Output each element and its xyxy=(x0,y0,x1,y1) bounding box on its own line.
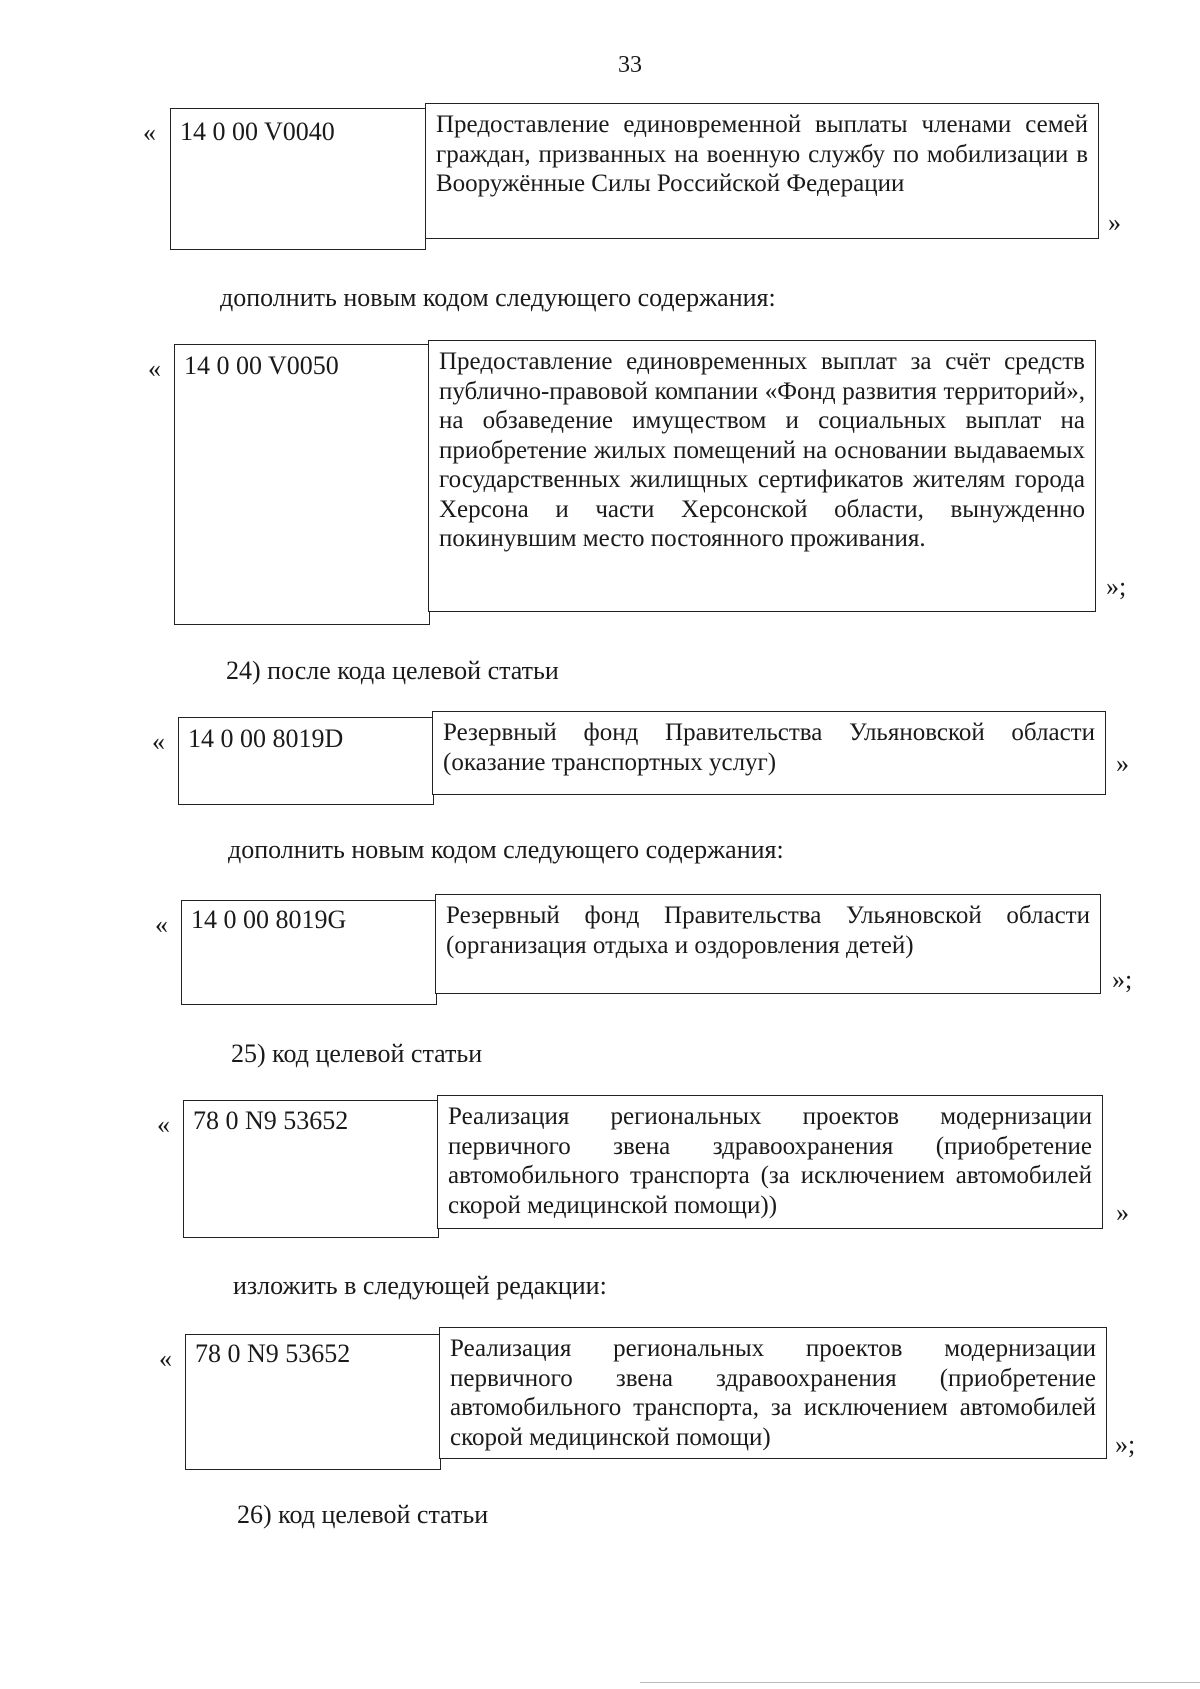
paragraph: дополнить новым кодом следующего содержания: xyxy=(228,835,784,864)
target-description: Резервный фонд Правительства Ульяновской области (организация отдыха и оздоровления детей) xyxy=(446,902,1090,959)
target-description: Реализация региональных проектов модернизации первичного звена здравоохранения (приобретение автомобильного транспорта (за исключением автомобилей скорой медицинской помощи)) xyxy=(448,1103,1092,1219)
open-quote: « xyxy=(159,1344,172,1373)
open-quote: « xyxy=(155,910,168,939)
target-description: Резервный фонд Правительства Ульяновской области (оказание транспортных услуг) xyxy=(443,719,1095,776)
close-quote: »; xyxy=(1106,572,1127,601)
paragraph: 25) код целевой статьи xyxy=(231,1039,483,1068)
target-code: 14 0 00 8019D xyxy=(188,724,344,753)
paragraph: 24) после кода целевой статьи xyxy=(226,656,559,685)
description-cell xyxy=(428,340,1096,612)
close-quote: »; xyxy=(1115,1430,1136,1459)
target-code: 14 0 00 8019G xyxy=(191,905,347,934)
description-cell xyxy=(425,103,1099,239)
target-code: 14 0 00 V0050 xyxy=(184,351,339,380)
target-description: Предоставление единовременных выплат за счёт средств публично-правовой компании «Фонд развития территорий», на обзаведение имуществом и социальных выплат на приобретение жилых помещений на основании выдаваемых государственных жилищных сертификатов жителям города Херсона и части Херсонской области, вынужденно покинувшим место постоянного проживания. xyxy=(439,348,1085,552)
target-description: Реализация региональных проектов модернизации первичного звена здравоохранения (приобретение автомобильного транспорта, за исключением автомобилей скорой медицинской помощи) xyxy=(450,1335,1096,1451)
open-quote: « xyxy=(148,354,161,383)
page-number: 33 xyxy=(618,52,642,78)
paragraph: изложить в следующей редакции: xyxy=(233,1271,607,1300)
open-quote: « xyxy=(143,118,156,147)
description-cell xyxy=(432,711,1106,795)
open-quote: « xyxy=(157,1110,170,1139)
paragraph: дополнить новым кодом следующего содержания: xyxy=(220,283,776,312)
scan-edge-line xyxy=(640,1682,1200,1683)
target-code: 78 0 N9 53652 xyxy=(193,1106,349,1135)
close-quote: » xyxy=(1108,208,1121,237)
target-code: 14 0 00 V0040 xyxy=(180,117,335,146)
target-code: 78 0 N9 53652 xyxy=(195,1339,351,1368)
target-description: Предоставление единовременной выплаты членами семей граждан, призванных на военную службу по мобилизации в Вооружённые Силы Российской Федерации xyxy=(436,111,1088,197)
open-quote: « xyxy=(152,727,165,756)
description-cell xyxy=(439,1327,1107,1459)
paragraph: 26) код целевой статьи xyxy=(237,1500,489,1529)
code-cell xyxy=(174,344,430,625)
close-quote: » xyxy=(1116,1198,1129,1227)
close-quote: » xyxy=(1116,749,1129,778)
description-cell xyxy=(435,894,1101,994)
description-cell xyxy=(437,1095,1103,1229)
close-quote: »; xyxy=(1112,965,1133,994)
